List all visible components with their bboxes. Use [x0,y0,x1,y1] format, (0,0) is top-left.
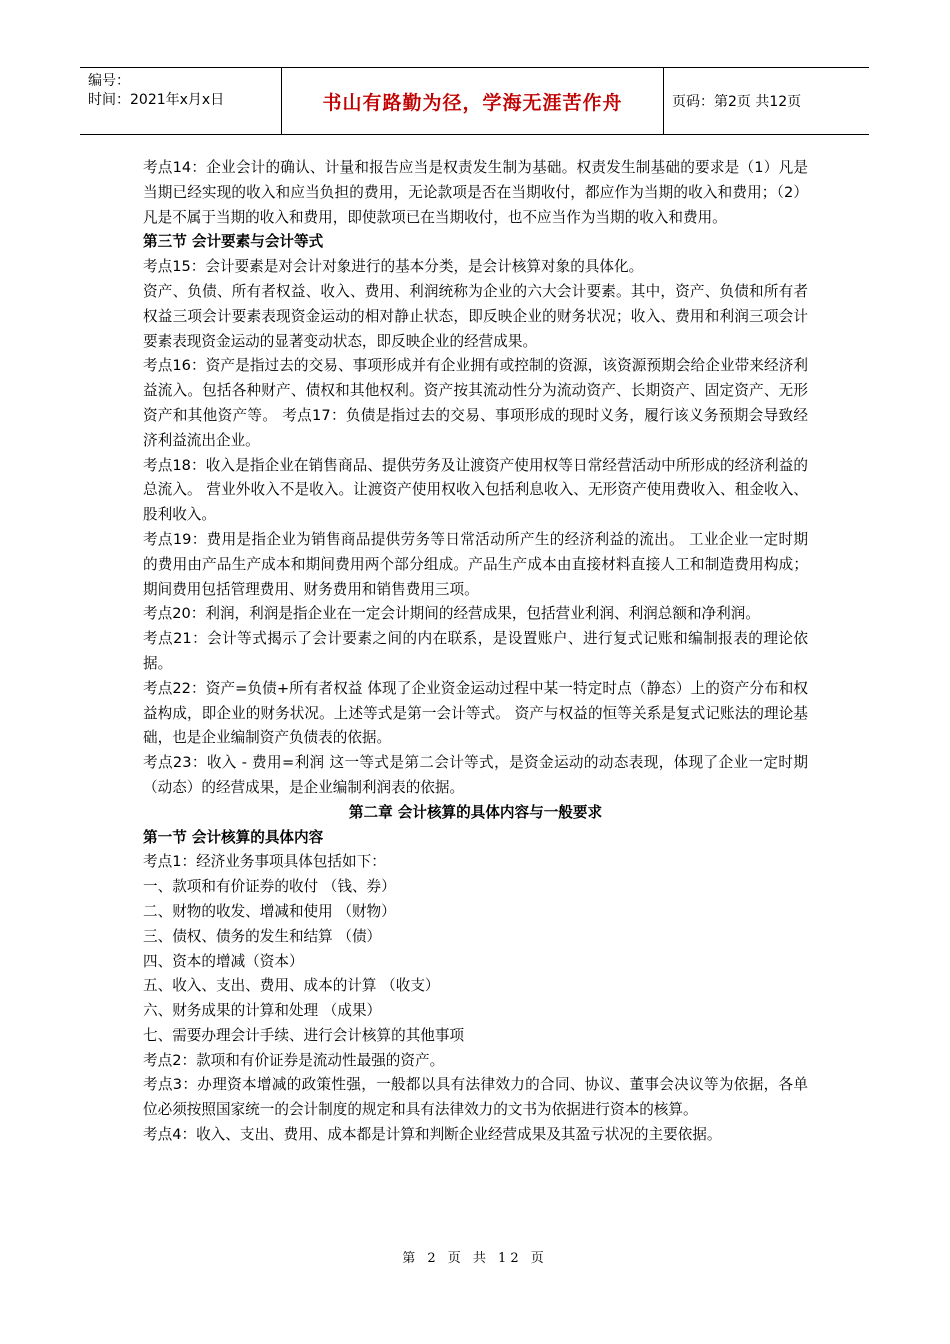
chapter-heading: 第二章 会计核算的具体内容与一般要求 [348,803,603,821]
header-motto: 书山有路勤为径，学海无涯苦作舟 [282,68,664,134]
section-heading: 第一节 会计核算的具体内容 [143,828,324,846]
paragraph: 考点1：经济业务事项具体包括如下： [143,853,386,871]
paragraph: 资产、负债、所有者权益、收入、费用、利润统称为企业的六大会计要素。其中，资产、负债和所有者权益三项会计要素表现资金运动的相对静止状态，即反映企业的财务状况；收入、费用和利润三项会计要素表现资金运动的显著变动状态，即反映企业的经营成果。 [143,282,808,350]
header-page-info: 页码：第2页 共12页 [672,94,802,110]
document-number-label: 编号： [88,73,130,89]
paragraph: 考点2：款项和有价证券是流动性最强的资产。 [143,1051,445,1069]
list-item: 六、财务成果的计算和处理 （成果） [143,1002,382,1020]
page-footer: 第 2 页 共 12 页 [402,1251,548,1266]
paragraph: 考点23：收入 - 费用=利润 这一等式是第二会计等式，是资金运动的动态表现，体现了企业一定时期（动态）的经营成果，是企业编制利润表的依据。 [143,754,808,796]
paragraph: 考点21：会计等式揭示了会计要素之间的内在联系，是设置账户、进行复式记账和编制报表的理论依据。 [143,630,808,672]
section-heading: 第三节 会计要素与会计等式 [143,233,324,251]
list-item: 三、债权、债务的发生和结算 （债） [143,927,382,945]
list-item: 五、收入、支出、费用、成本的计算 （收支） [143,977,440,995]
paragraph: 考点20：利润，利润是指企业在一定会计期间的经营成果，包括营业利润、利润总额和净利润。 [143,605,760,623]
paragraph: 考点15：会计要素是对会计对象进行的基本分类，是会计核算对象的具体化。 [143,258,644,276]
list-item: 一、款项和有价证券的收付 （钱、券） [143,878,396,896]
document-time-label: 时间：2021年x月x日 [88,92,225,108]
paragraph: 考点16：资产是指过去的交易、事项形成并有企业拥有或控制的资源，该资源预期会给企业带来经济利益流入。包括各种财产、债权和其他权利。资产按其流动性分为流动资产、长期资产、固定资产、无形资产和其他资产等。 考点17：负债是指过去的交易、事项形成的现时义务，履行该义务预期会导致经济利益流出企业。 [143,357,808,449]
list-item: 二、财物的收发、增减和使用 （财物） [143,902,396,920]
page-header [80,67,869,135]
paragraph: 考点4：收入、支出、费用、成本都是计算和判断企业经营成果及其盈亏状况的主要依据。 [143,1126,722,1144]
paragraph: 考点22：资产=负债+所有者权益 体现了企业资金运动过程中某一特定时点（静态）上的资产分布和权益构成，即企业的财务状况。上述等式是第一会计等式。 资产与权益的恒等关系是复式记账法的理论基础，也是企业编制资产负债表的依据。 [143,679,808,747]
list-item: 四、资本的增减（资本） [143,952,304,970]
list-item: 七、需要办理会计手续、进行会计核算的其他事项 [143,1026,465,1044]
header-meta [80,68,282,134]
paragraph: 考点18：收入是指企业在销售商品、提供劳务及让渡资产使用权等日常经营活动中所形成的经济利益的总流入。 营业外收入不是收入。让渡资产使用权收入包括利息收入、无形资产使用费收入、租金收入、股利收入。 [143,456,808,524]
paragraph: 考点19：费用是指企业为销售商品提供劳务等日常活动所产生的经济利益的流出。 工业企业一定时期的费用由产品生产成本和期间费用两个部分组成。产品生产成本由直接材料直接人工和制造费用构成；期间费用包括管理费用、财务费用和销售费用三项。 [143,530,808,598]
paragraph: 考点14：企业会计的确认、计量和报告应当是权责发生制为基础。权责发生制基础的要求是（1）凡是当期已经实现的收入和应当负担的费用，无论款项是否在当期收付，都应作为当期的收入和费用；（2）凡是不属于当期的收入和费用，即使款项已在当期收付，也不应当作为当期的收入和费用。 [143,159,808,226]
paragraph: 考点3：办理资本增减的政策性强，一般都以具有法律效力的合同、协议、董事会决议等为依据，各单位必须按照国家统一的会计制度的规定和具有法律效力的文书为依据进行资本的核算。 [143,1076,808,1119]
document-body [143,156,808,1148]
